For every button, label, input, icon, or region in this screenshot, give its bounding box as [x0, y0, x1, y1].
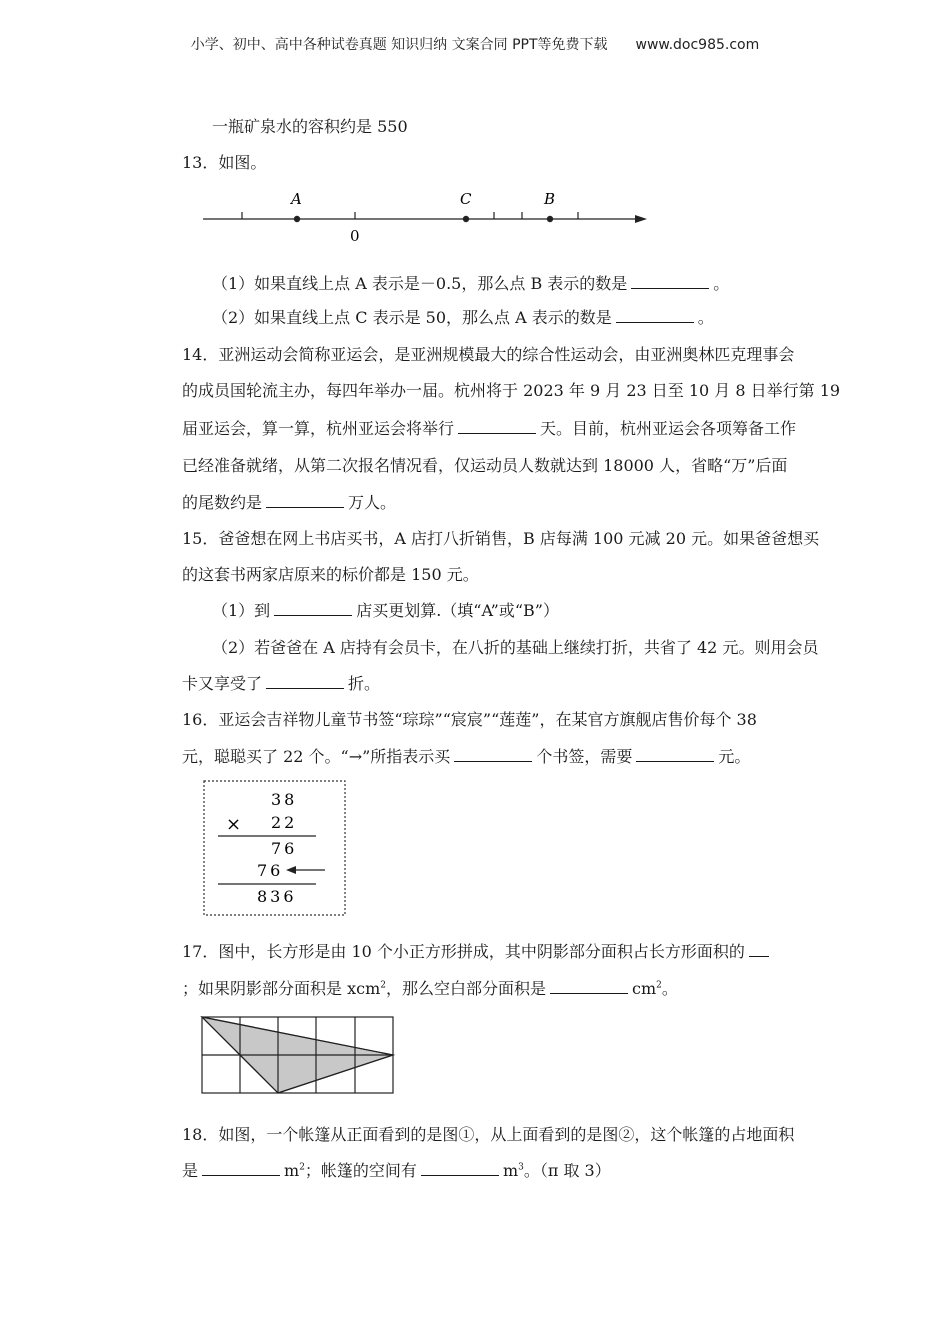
superscript: 2 [299, 1162, 305, 1173]
q16-l2-end: 元。 [718, 747, 751, 766]
answer-blank[interactable] [266, 506, 344, 508]
q17-line1 [182, 939, 773, 962]
superscript: 2 [380, 980, 386, 991]
q17-line2 [182, 976, 678, 999]
answer-blank[interactable] [616, 321, 694, 323]
q14-l5-text: 的尾数约是 [182, 493, 263, 512]
q15-p3-end: 折。 [348, 674, 381, 693]
point-a [294, 216, 300, 222]
q13-p1-end: 。 [713, 274, 730, 293]
answer-blank[interactable] [266, 687, 344, 689]
calc-row3: 76 [271, 839, 298, 858]
number-line-arrow [635, 215, 647, 223]
superscript: 2 [656, 980, 662, 991]
unit-m: m [502, 1161, 519, 1180]
q18-l2-text: 是 [182, 1161, 199, 1180]
point-c [463, 216, 469, 222]
answer-blank[interactable] [458, 432, 536, 434]
q13-part1 [212, 271, 729, 294]
label-c: C [460, 190, 472, 208]
answer-blank[interactable] [749, 955, 769, 957]
q16-l2-mid: 个书签，需要 [536, 747, 633, 766]
q13-p2-end: 。 [697, 308, 714, 327]
q15-part2: （2）若爸爸在 A 店持有会员卡，在八折的基础上继续打折，共省了 42 元。则用会员 [212, 638, 819, 657]
label-zero: 0 [350, 227, 360, 245]
number-line-figure [195, 186, 655, 248]
q14-line5 [182, 490, 396, 513]
answer-blank[interactable] [274, 614, 352, 616]
q15-part2-cont [182, 671, 380, 694]
point-b [547, 216, 553, 222]
q17-l2-text: ；如果阴影部分面积是 xcm [182, 979, 381, 998]
q14-line2: 的成员国轮流主办，每四年举办一届。杭州将于 2023 年 9 月 23 日至 10 月 8 日举行第 19 [182, 381, 841, 400]
q15-p3-text: 卡又享受了 [182, 674, 263, 693]
answer-blank[interactable] [421, 1174, 499, 1176]
q17-l2-unit: cm [632, 979, 657, 998]
q17-l1-text: 17．图中，长方形是由 10 个小正方形拼成，其中阴影部分面积占长方形面积的 [182, 942, 745, 961]
q17-l2-end: 。 [661, 979, 678, 998]
q16-l2-text: 元，聪聪买了 22 个。“→”所指表示买 [182, 747, 451, 766]
q14-line3 [182, 416, 796, 439]
q15-p1-end: 店买更划算.（填“A”或“B”） [356, 601, 559, 620]
arrow-head [286, 866, 296, 874]
q18-l2-end: 。（π 取 3） [523, 1161, 611, 1180]
q14-l3-text: 届亚运会，算一算，杭州亚运会将举行 [182, 419, 455, 438]
page-header [0, 34, 950, 54]
q13-p2-text: （2）如果直线上点 C 表示是 50，那么点 A 表示的数是 [212, 308, 612, 327]
q18-line2 [182, 1158, 611, 1181]
q15-part1 [212, 598, 559, 621]
calc-row5: 836 [257, 887, 297, 906]
answer-blank[interactable] [454, 760, 532, 762]
header-text: 小学、初中、高中各种试卷真题 知识归纳 文案合同 PPT等免费下载 [190, 37, 608, 53]
q18-l2-mid: ；帐篷的空间有 [304, 1161, 417, 1180]
q14-l5-end: 万人。 [348, 493, 397, 512]
answer-blank[interactable] [202, 1174, 280, 1176]
header-site: www.doc985.com [635, 37, 760, 53]
q16-line2 [182, 744, 750, 767]
q17-l2-mid: ，那么空白部分面积是 [385, 979, 546, 998]
q15-line2: 的这套书两家店原来的标价都是 150 元。 [182, 565, 479, 584]
answer-blank[interactable] [636, 760, 714, 762]
q16-line1: 16．亚运会吉祥物儿童节书签“琮琮”“宸宸”“莲莲”，在某官方旗舰店售价每个 38 [182, 710, 757, 729]
q12-tail: 一瓶矿泉水的容积约是 550 [212, 117, 408, 136]
label-a: A [291, 190, 302, 208]
q13-part2 [212, 305, 714, 328]
q14-line4: 已经准备就绪，从第二次报名情况看，仅运动员人数就达到 18000 人，省略“万”后面 [182, 456, 788, 475]
multiplication-figure [203, 780, 347, 917]
calc-row4: 76 [257, 861, 284, 880]
q14-l3-end: 天。目前，杭州亚运会各项筹备工作 [540, 419, 797, 438]
q18-line1: 18．如图，一个帐篷从正面看到的是图①，从上面看到的是图②，这个帐篷的占地面积 [182, 1125, 795, 1144]
answer-blank[interactable] [631, 287, 709, 289]
unit-m: m [284, 1161, 300, 1180]
q13-p1-text: （1）如果直线上点 A 表示是－0.5，那么点 B 表示的数是 [212, 274, 628, 293]
times-sign: × [226, 814, 242, 835]
rectangle-grid-figure [200, 1015, 396, 1095]
q15-p1-text: （1）到 [212, 601, 271, 620]
q14-line1: 14．亚洲运动会简称亚运会，是亚洲规模最大的综合性运动会，由亚洲奥林匹克理事会 [182, 345, 795, 364]
q13-title: 13．如图。 [182, 153, 267, 172]
answer-blank[interactable] [550, 992, 628, 994]
calc-row2: 22 [271, 813, 298, 832]
superscript: 3 [518, 1162, 524, 1173]
calc-row1: 38 [271, 790, 298, 809]
q15-line1: 15．爸爸想在网上书店买书，A 店打八折销售，B 店每满 100 元减 20 元。如果爸爸想买 [182, 529, 820, 548]
label-b: B [544, 190, 556, 208]
